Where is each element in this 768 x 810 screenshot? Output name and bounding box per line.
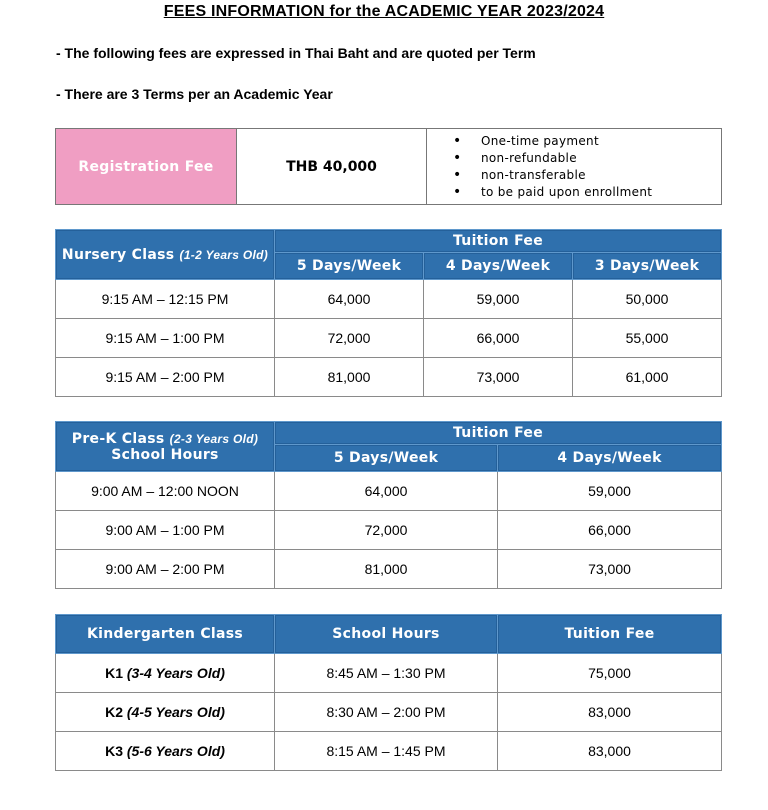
column-header: 5 Days/Week: [275, 445, 498, 472]
fee-cell: 81,000: [275, 358, 424, 397]
condition-item: • non-refundable: [453, 150, 721, 167]
registration-table: [55, 128, 722, 205]
table-row: [56, 654, 722, 693]
table-row: [56, 511, 722, 550]
registration-conditions: [427, 129, 722, 205]
class-level-cell: K1 (3-4 Years Old): [56, 654, 275, 693]
school-hours-cell: 8:30 AM – 2:00 PM: [275, 693, 498, 732]
note-terms: - There are 3 Terms per an Academic Year: [56, 86, 333, 102]
kindergarten-fee-table: [55, 614, 722, 771]
page-title: FEES INFORMATION for the ACADEMIC YEAR 2023/2024: [163, 3, 605, 20]
fee-cell: 50,000: [573, 280, 722, 319]
tuition-fee-header: Tuition Fee: [275, 230, 722, 253]
table-row: [56, 319, 722, 358]
fee-cell: 59,000: [498, 472, 722, 511]
fee-cell: 55,000: [573, 319, 722, 358]
fee-cell: 73,000: [498, 550, 722, 589]
school-hours-cell: 9:15 AM – 12:15 PM: [56, 280, 275, 319]
column-header: 4 Days/Week: [498, 445, 722, 472]
school-hours-cell: 9:00 AM – 12:00 NOON: [56, 472, 275, 511]
column-header: 3 Days/Week: [573, 253, 722, 280]
fee-cell: 64,000: [275, 280, 424, 319]
fee-cell: 72,000: [275, 319, 424, 358]
class-level-cell: K3 (5-6 Years Old): [56, 732, 275, 771]
class-level-cell: K2 (4-5 Years Old): [56, 693, 275, 732]
school-hours-header: School Hours: [275, 615, 498, 654]
registration-fee-label: Registration Fee: [56, 129, 237, 205]
column-header: 4 Days/Week: [424, 253, 573, 280]
table-row: [56, 358, 722, 397]
fee-cell: 72,000: [275, 511, 498, 550]
fee-cell: 83,000: [498, 732, 722, 771]
column-header: 5 Days/Week: [275, 253, 424, 280]
fee-cell: 81,000: [275, 550, 498, 589]
table-row: [56, 550, 722, 589]
prek-fee-table: [55, 421, 722, 589]
table-row: [56, 693, 722, 732]
school-hours-cell: 9:15 AM – 1:00 PM: [56, 319, 275, 358]
school-hours-cell: 9:00 AM – 2:00 PM: [56, 550, 275, 589]
kindergarten-class-header: Kindergarten Class: [56, 615, 275, 654]
fee-cell: 59,000: [424, 280, 573, 319]
nursery-fee-table: [55, 229, 722, 397]
school-hours-cell: 8:15 AM – 1:45 PM: [275, 732, 498, 771]
prek-class-header: Pre-K Class (2-3 Years Old) School Hours: [56, 422, 275, 472]
table-row: [56, 280, 722, 319]
school-hours-cell: 8:45 AM – 1:30 PM: [275, 654, 498, 693]
fee-cell: 83,000: [498, 693, 722, 732]
registration-fee-amount: THB 40,000: [237, 129, 427, 205]
note-currency: - The following fees are expressed in Thai Baht and are quoted per Term: [56, 45, 536, 61]
fee-cell: 75,000: [498, 654, 722, 693]
table-row: [56, 732, 722, 771]
fee-cell: 61,000: [573, 358, 722, 397]
nursery-class-header: Nursery Class (1-2 Years Old): [56, 230, 275, 280]
tuition-fee-header: Tuition Fee: [498, 615, 722, 654]
condition-item: • to be paid upon enrollment: [453, 184, 721, 201]
fee-cell: 73,000: [424, 358, 573, 397]
fee-cell: 66,000: [498, 511, 722, 550]
condition-item: • One-time payment: [453, 133, 721, 150]
condition-item: • non-transferable: [453, 167, 721, 184]
school-hours-cell: 9:15 AM – 2:00 PM: [56, 358, 275, 397]
tuition-fee-header: Tuition Fee: [275, 422, 722, 445]
school-hours-cell: 9:00 AM – 1:00 PM: [56, 511, 275, 550]
table-row: [56, 472, 722, 511]
fee-cell: 66,000: [424, 319, 573, 358]
fee-cell: 64,000: [275, 472, 498, 511]
